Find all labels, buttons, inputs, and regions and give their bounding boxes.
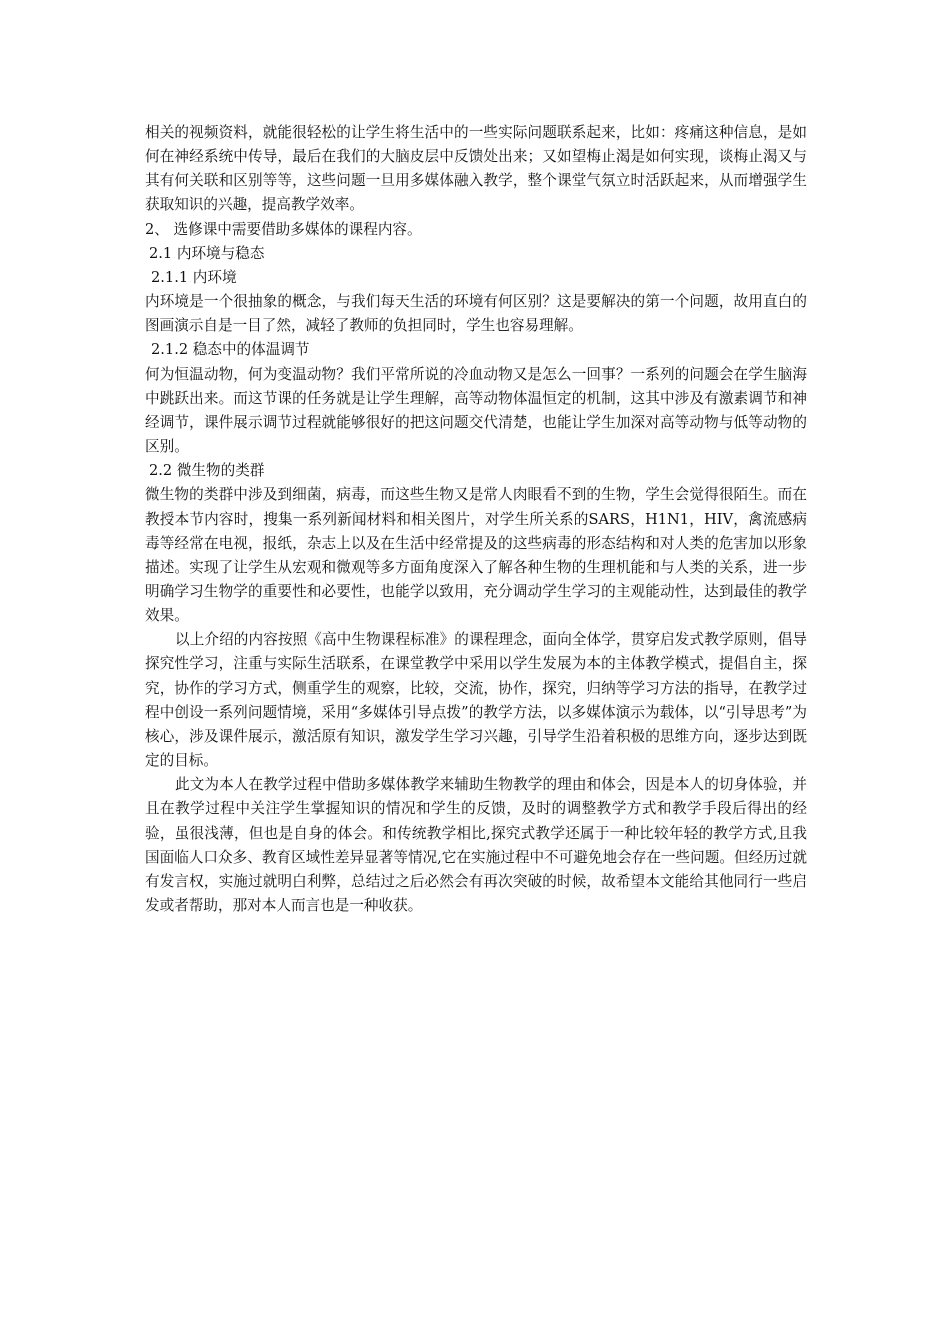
body-paragraph-indented: 此文为本人在教学过程中借助多媒体教学来辅助生物教学的理由和体会，因是本人的切身体验，并且在教学过程中关注学生掌握知识的情况和学生的反馈，及时的调整教学方式和教学手段后得出的经验，虽很浅薄，但也是自身的体会。和传统教学相比,探究式教学还属于一种比较年轻的教学方式,且我国面临人口众多、教育区域性差异显著等情况,它在实施过程中不可避免地会存在一些问题。但经历过就有发言权，实施过就明白利弊，总结过之后必然会有再次突破的时候，故希望本文能给其他同行一些启发或者帮助，那对本人而言也是一种收获。: [145, 776, 807, 914]
body-paragraph: 何为恒温动物，何为变温动物？我们平常所说的冷血动物又是怎么一回事？一系列的问题会在学生脑海中跳跃出来。而这节课的任务就是让学生理解，高等动物体温恒定的机制，这其中涉及有激素调节和神经调节，课件展示调节过程就能够很好的把这问题交代清楚，也能让学生加深对高等动物与低等动物的区别。: [145, 365, 807, 456]
section-heading-2-2: 2.2 微生物的类群: [149, 462, 265, 480]
body-paragraph: 微生物的类群中涉及到细菌，病毒，而这些生物又是常人肉眼看不到的生物，学生会觉得很陌生。而在教授本节内容时，搜集一系列新闻材料和相关图片，对学生所关系的SARS，H1N1，HIV，禽流感病毒等经常在电视，报纸，杂志上以及在生活中经常提及的这些病毒的形态结构和对人类的危害加以形象描述。实现了让学生从宏观和微观等多方面角度深入了解各种生物的生理机能和与人类的关系，进一步明确学习生物学的重要性和必要性，也能学以致用，充分调动学生学习的主观能动性，达到最佳的教学效果。: [145, 486, 807, 625]
section-heading-2-1-2: 2.1.2 稳态中的体温调节: [151, 341, 310, 359]
body-paragraph: 相关的视频资料，就能很轻松的让学生将生活中的一些实际问题联系起来，比如：疼痛这种信息，是如何在神经系统中传导，最后在我们的大脑皮层中反馈处出来；又如望梅止渴是如何实现，谈梅止渴又与其有何关联和区别等等，这些问题一旦用多媒体融入教学，整个课堂气氛立时活跃起来，从而增强学生获取知识的兴趣，提高教学效率。: [145, 124, 807, 214]
body-paragraph-indented: 以上介绍的内容按照《高中生物课程标准》的课程理念，面向全体学，贯穿启发式教学原则，倡导探究性学习，注重与实际生活联系，在课堂教学中采用以学生发展为本的主体教学模式，提倡自主，探究，协作的学习方式，侧重学生的观察，比较，交流，协作，探究，归纳等学习方法的指导，在教学过程中创设一系列问题情境，采用“多媒体引导点拨”的教学方法，以多媒体演示为载体，以“引导思考”为核心，涉及课件展示，激活原有知识，激发学生学习兴趣，引导学生沿着积极的思维方向，逐步达到既定的目标。: [145, 631, 807, 770]
section-heading-2-1: 2.1 内环境与稳态: [149, 244, 265, 262]
body-paragraph: 内环境是一个很抽象的概念，与我们每天生活的环境有何区别？这是要解决的第一个问题，故用直白的图画演示自是一目了然，减轻了教师的负担同时，学生也容易理解。: [145, 293, 807, 335]
section-heading-2-1-1: 2.1.1 内环境: [151, 268, 237, 286]
section-heading-2: 2、 选修课中需要借助多媒体的课程内容。: [145, 220, 422, 238]
document-page: [145, 121, 807, 918]
